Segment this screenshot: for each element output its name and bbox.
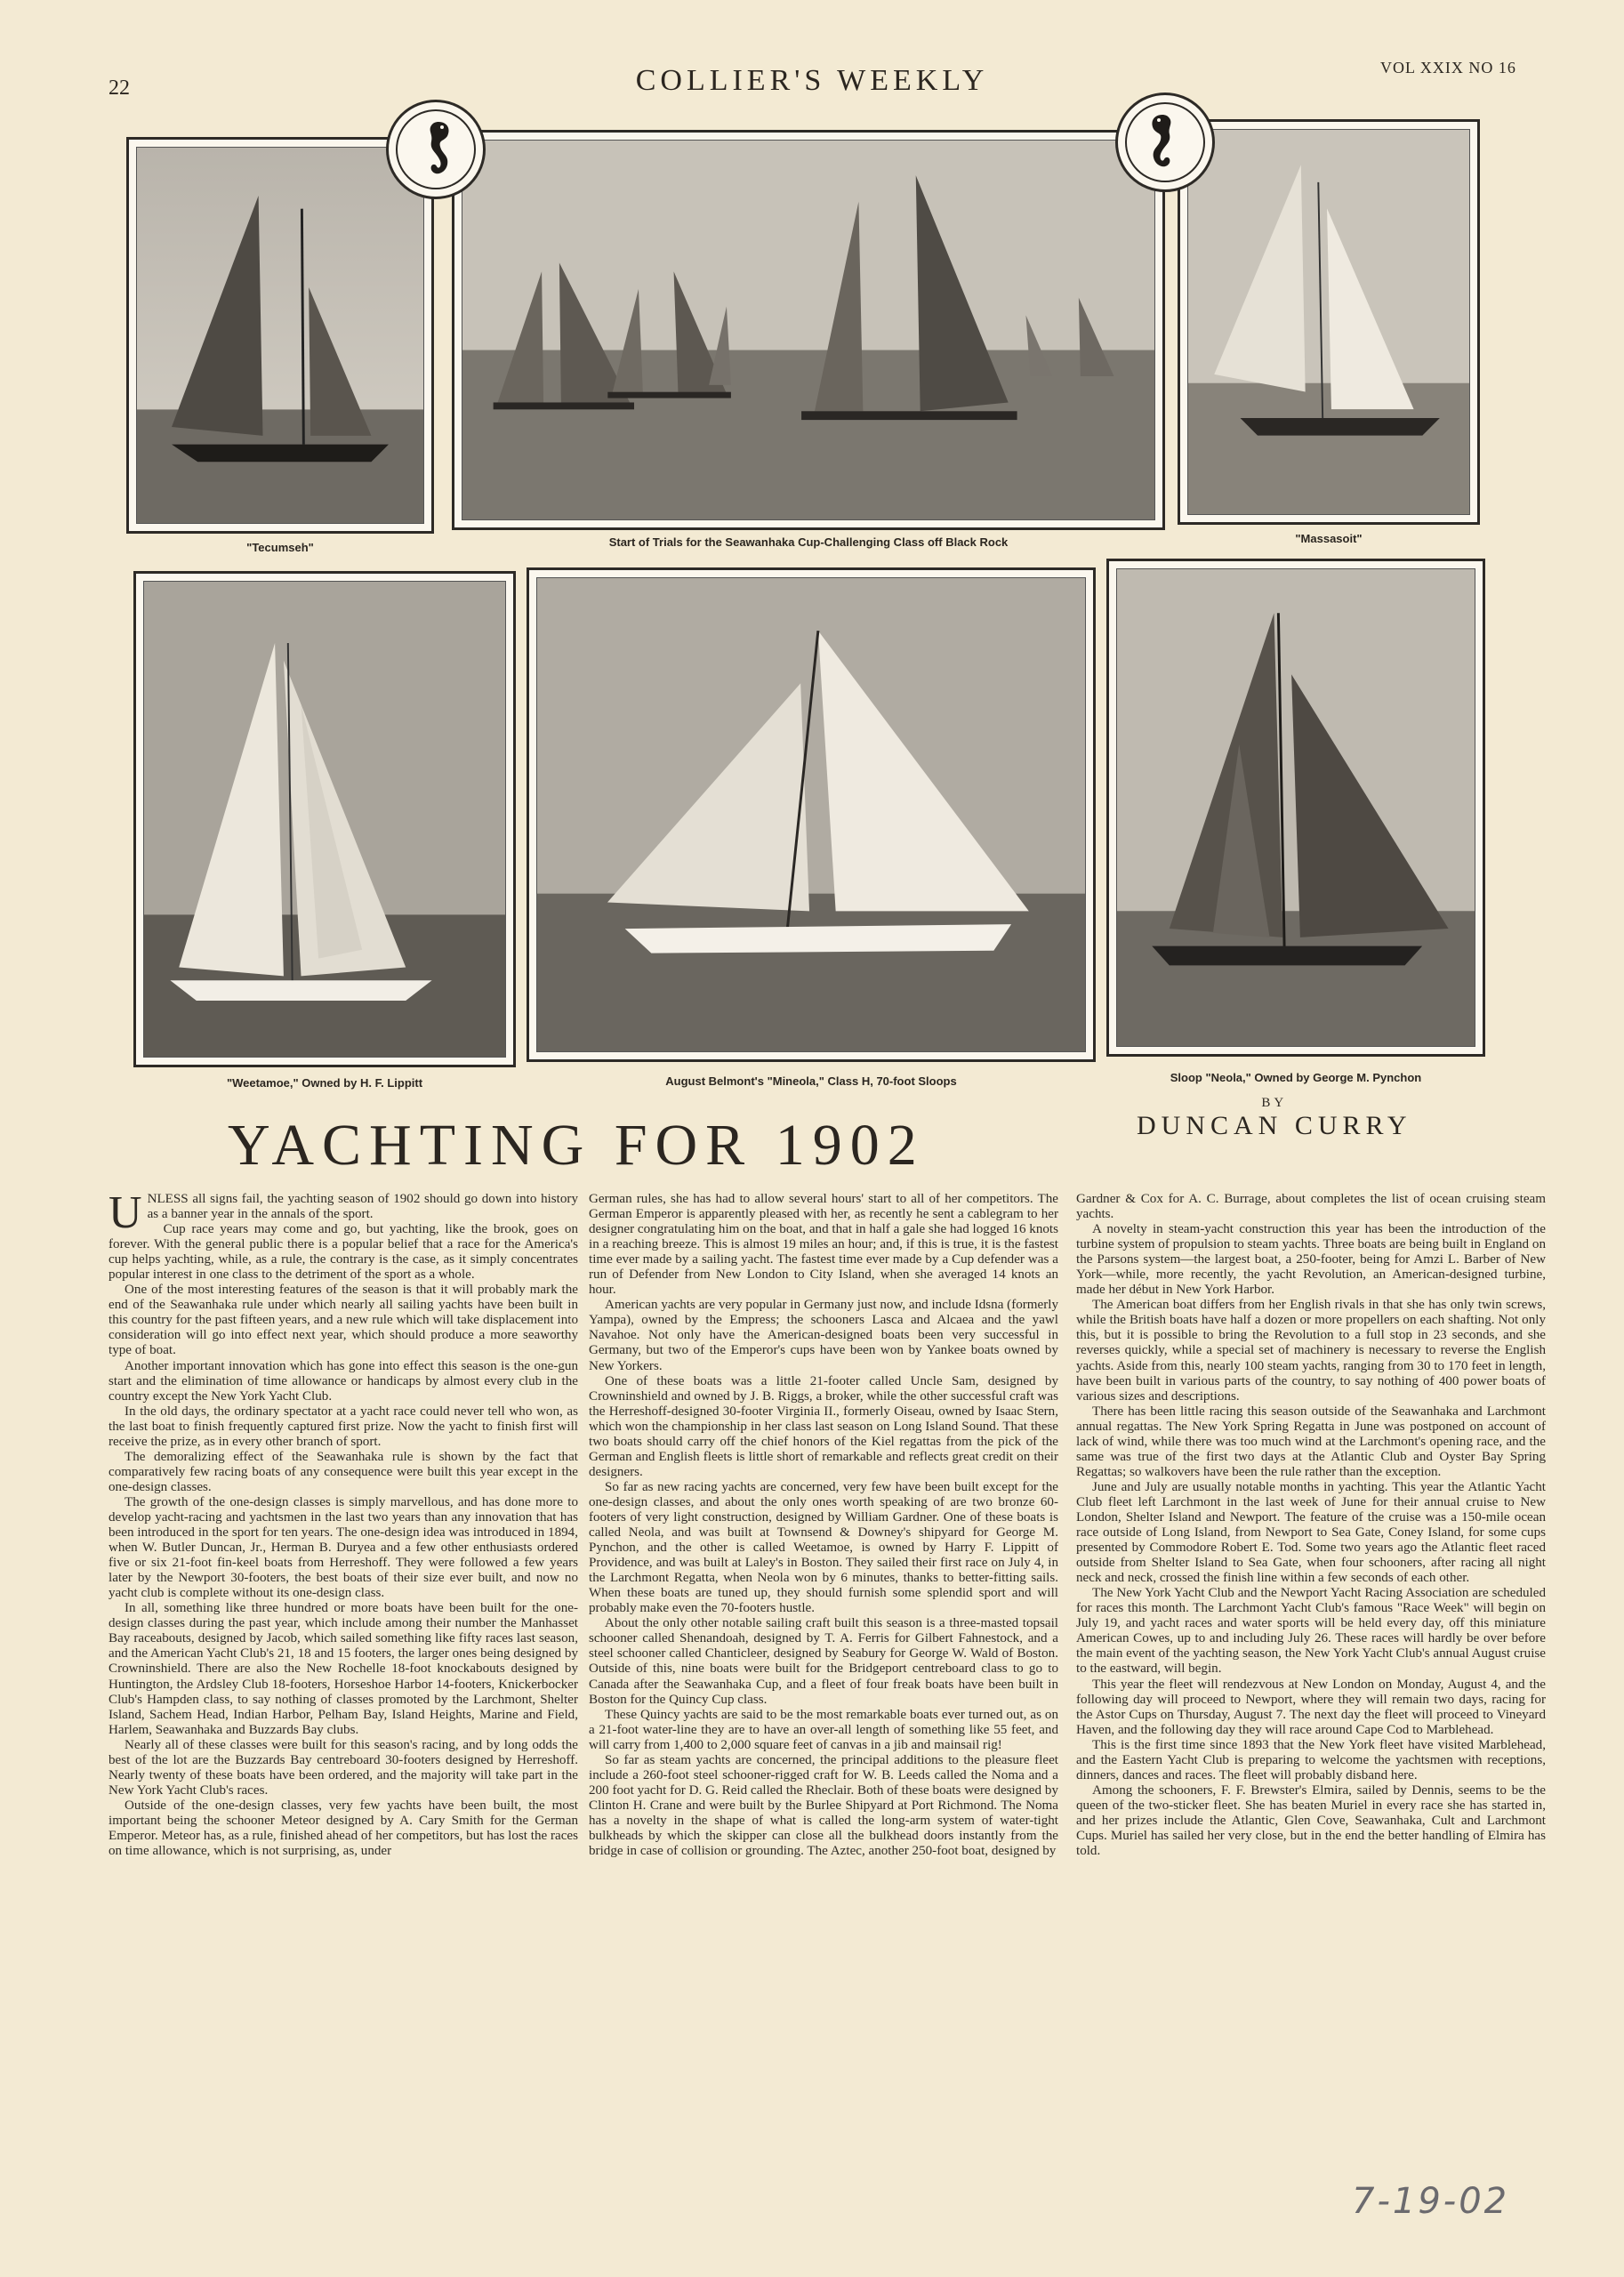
caption-massasoit: "Massasoit" [1295, 532, 1363, 545]
article-column-1 [109, 1192, 578, 2135]
drop-cap: U [109, 1192, 142, 1238]
article-paragraph: About the only other notable sailing craft built this season is a three-masted topsail schooner called Shenandoah, designed by T. A. Ferris for Gilbert Fahnestock, and a steel schooner called Chanticleer, designed by Seabury for George W. Wald of Boston. Outside of this, nine boats were built for the Bridgeport centreboard class to go to Canada after the Seawanhaka Cup, and a fleet of four freak boats have been built in Boston for the Quincy Cup class. [589, 1616, 1058, 1707]
photo-neola [1106, 559, 1485, 1057]
sailboat-photo [1188, 130, 1469, 514]
seahorse-icon [412, 117, 460, 184]
article-paragraph: The demoralizing effect of the Seawanhaka rule is shown by the fact that comparatively few racing boats of any consequence were built this year except in the one-design classes. [109, 1449, 578, 1494]
article-paragraph: These Quincy yachts are said to be the most remarkable boats ever turned out, as on a 21-foot water-line they are to have an over-all length of something like 55 feet, and will carry from 1,400 to 2,000 square feet of canvas in a jib and mainsail rig! [589, 1707, 1058, 1752]
article-column-3 [1076, 1192, 1546, 2135]
article-paragraph: One of the most interesting features of the season is that it will probably mark the end of the Seawanhaka rule under which nearly all sailing yachts have been built in this country for the past fifteen years, and a new rule which will take displacement into consideration will go into effect next year, which should produce a more seaworthy type of boat. [109, 1283, 578, 1358]
handwritten-date: 7-19-02 [1352, 2181, 1510, 2222]
seahorse-icon [1141, 109, 1189, 177]
article-paragraph: Nearly all of these classes were built for this season's racing, and by long odds the best of the lot are the Buzzards Bay centreboard 30-footers designed by Herreshoff. Nearly twenty of these boats have been ordered, and the majority will take part in the New York Yacht Club's races. [109, 1737, 578, 1798]
photo-seawanhaka-trials [452, 130, 1165, 530]
author-name: DUNCAN CURRY [1137, 1111, 1412, 1141]
article-paragraph: A novelty in steam-yacht construction this year has been the introduction of the turbine system of propulsion to steam yachts. Three boats are being built in England on the Parsons system—the largest boat, a 250-footer, being for Amzi L. Barber of New York—while, more recently, the yacht Revolution, an American-designed turbine, made her début in New York Harbor. [1076, 1222, 1546, 1298]
article-paragraph: So far as new racing yachts are concerned, very few have been built except for the one-design classes, and about the only ones worth speaking of are two bronze 60-footers of very light construction, designed by William Gardner. One of these boats is called Neola, and was built at Townsend & Downey's shipyard for George M. Pynchon, and the other is called Weetamoe, is owned by Harry F. Lippitt of Providence, and was built at Laley's in Boston. They sailed their first race on July 4, in the Larchmont Regatta, when Neola won by 6 minutes, thanks to better-fitting sails. When these boats are tuned up, they should furnish some splendid sport and will probably make even the 70-footers hustle. [589, 1479, 1058, 1616]
article-paragraph: One of these boats was a little 21-footer called Uncle Sam, designed by Crowninshield and owned by J. B. Riggs, a broker, while the other successful craft was the Herreshoff-designed 30-footer Virginia II., formerly Oiseau, owned by Isaac Stern, which won the championship in her class last season on Long Island Sound. That these two boats should carry off the chief honors of the Kiel regattas from the pick of the German and English fleets is little short of remarkable and reflects great credit on their designers. [589, 1373, 1058, 1479]
article-paragraph: Cup race years may come and go, but yachting, like the brook, goes on forever. With the general public there is a popular belief that a race for the America's cup helps yachting, while, as a rule, the contrary is the case, as it simply concentrates popular interest in one class to the detriment of the sport as a whole. [109, 1222, 578, 1283]
article-paragraph: Outside of the one-design classes, very few yachts have been built, the most important being the schooner Meteor designed by A. Cary Smith for the German Emperor. Meteor has, as a rule, finished ahead of her competitors, but has lost the races on time allowance, which is not surprising, as, under [109, 1798, 578, 1859]
article-paragraph: Gardner & Cox for A. C. Burrage, about completes the list of ocean cruising steam yachts. [1076, 1192, 1546, 1222]
caption-seawanhaka-trials: Start of Trials for the Seawanhaka Cup-Challenging Class off Black Rock [608, 535, 1009, 549]
sailboat-photo [1117, 569, 1475, 1046]
article-paragraph: Another important innovation which has gone into effect this season is the one-gun start and the elimination of time allowance or handicaps by almost every club in the country except the New York Yacht Club. [109, 1358, 578, 1404]
article-paragraph: June and July are usually notable months in yachting. This year the Atlantic Yacht Club fleet left Larchmont in the last week of June for their annual cruise to New London, Shelter Island and Newport. The feature of the cruise was a 150-mile ocean race outside of Long Island, from Newport to Sea Gate, Coney Island, for some cups presented by Commodore Robert E. Tod. Some two years ago the Atlantic fleet raced outside from Shelter Island to Sea Gate, when four schooners, after racing all night neck and neck, crossed the finish line within a few seconds of each other. [1076, 1479, 1546, 1586]
article-column-2 [589, 1192, 1058, 2135]
byline [1137, 1096, 1412, 1142]
medallion-left [386, 100, 486, 199]
article-paragraph: The growth of the one-design classes is simply marvellous, and has done more to develop yacht-racing and yachtsmen in the last two years than any innovation that has been introduced in the sport for ten years. The one-design idea was introduced in 1894, when W. Butler Duncan, Jr., Herman B. Duryea and a few other enthusiasts ordered five or six 21-foot fin-keel boats from Herreshoff. They were followed a few years later by the Newport 30-footers, the best boats of their size ever built, and now no yacht club is complete without its one-design class. [109, 1494, 578, 1601]
article-paragraph: UNLESS all signs fail, the yachting season of 1902 should go down into history as a banner year in the annals of the sport. [109, 1192, 578, 1238]
byline-by: BY [1261, 1096, 1288, 1110]
article-paragraph: This is the first time since 1893 that the New York fleet have visited Marblehead, and the Eastern Yacht Club is preparing to welcome the yachtsmen with receptions, dinners, dances and races. The fleet will probably disband here. [1076, 1737, 1546, 1782]
article-title: YACHTING FOR 1902 [228, 1113, 925, 1178]
caption-tecumseh: "Tecumseh" [246, 541, 314, 554]
photo-tecumseh [126, 137, 434, 534]
sailboat-photo [137, 148, 423, 523]
caption-weetamoe: "Weetamoe," Owned by H. F. Lippitt [226, 1076, 423, 1090]
article-paragraph: So far as steam yachts are concerned, the principal additions to the pleasure fleet include a 260-foot steel schooner-rigged craft for W. B. Leeds called the Noma and a 200 foot yacht for D. G. Reid called the Rheclair. Both of these boats were designed by Clinton H. Crane and were built by the Burlee Shipyard at Port Richmond. The Noma has a novelty in the shape of what is called the long-arm system of water-tight bulkheads by which the skipper can close all the bulkhead doors instantly from the bridge in case of collision or grounding. The Aztec, another 250-foot boat, designed by [589, 1752, 1058, 1859]
article-paragraph: American yachts are very popular in Germany just now, and include Idsna (formerly Yampa), owned by the Empress; the schooners Lasca and Alcaea and the yawl Navahoe. Not only have the American-designed boats been very successful in Germany, but two of the Emperor's cups have been won by Yankee boats owned by New Yorkers. [589, 1298, 1058, 1373]
article-paragraph: In the old days, the ordinary spectator at a yacht race could never tell who won, as the last boat to finish frequently captured first prize. Now the yacht to finish first will receive the prize, as in every other branch of sport. [109, 1404, 578, 1449]
masthead: COLLIER'S WEEKLY [635, 64, 989, 97]
volume-number: VOL XXIX NO 16 [1380, 59, 1516, 76]
photo-weetamoe [133, 571, 516, 1067]
article-paragraph: There has been little racing this season outside of the Seawanhaka and Larchmont annual regattas. The New York Spring Regatta in June was postponed on account of lack of wind, while there was too much wind at the Larchmont's opening race, and the same was true of the first two days at the Atlantic Club and Oyster Bay Spring Regattas; so walkovers have been the rule rather than the exception. [1076, 1404, 1546, 1479]
article-paragraph: The American boat differs from her English rivals in that she has only twin screws, while the British boats have half a dozen or more propellers on each shafting. Not only this, but it is possible to bring the Revolution to a full stop in 23 seconds, and she reverses quickly, while a special set of machinery is necessary to reverse the English yachts. Aside from this, nearly 100 steam yachts, ranging from 30 to 170 feet in length, have been built in various parts of the country, to say nothing of 400 power boats of various sizes and descriptions. [1076, 1298, 1546, 1404]
caption-mineola: August Belmont's "Mineola," Class H, 70-foot Sloops [665, 1074, 957, 1088]
caption-neola: Sloop "Neola," Owned by George M. Pynchon [1170, 1071, 1422, 1084]
sailboat-fleet-photo [462, 141, 1154, 519]
article-paragraph: The New York Yacht Club and the Newport Yacht Racing Association are scheduled for races this month. The Larchmont Yacht Club's famous "Race Week" will begin on July 19, and yacht races and water sports will be held every day, off this miniature American Cowes, up to and including July 26. These races will hardly be over before the main event of the yachting season, the New York Yacht Club's annual August cruise to the eastward, will begin. [1076, 1586, 1546, 1677]
sailboat-photo [537, 578, 1085, 1051]
article-paragraph: This year the fleet will rendezvous at New London on Monday, August 4, and the following day will proceed to Newport, where they will remain two days, racing for the Astor Cups on Thursday, August 7. The next day the fleet will proceed to Vineyard Haven, and the following day they will race around Cape Cod to Marblehead. [1076, 1677, 1546, 1737]
article-paragraph: Among the schooners, F. F. Brewster's Elmira, sailed by Dennis, seems to be the queen of the two-sticker fleet. She has beaten Muriel in every race she has started in, and her prizes include the Atlantic, Glen Cove, Seawanhaka, Cult and Larchmont Cups. Muriel has sailed her very close, but in the end the better handling of Elmira has told. [1076, 1782, 1546, 1859]
article-paragraph: German rules, she has had to allow several hours' start to all of her competitors. The German Emperor is apparently pleased with her, as recently he sent a cablegram to her designer congratulating him on the boat, and that in half a gale she had logged 16 knots in a reaching breeze. This is almost 19 miles an hour; and, if this is true, it is the fastest time ever made by a sailing yacht. The fastest time ever made by a Cup defender was a run of Defender from New London to City Island, when she averaged 14 knots an hour. [589, 1192, 1058, 1298]
photo-massasoit [1178, 119, 1480, 525]
page-number: 22 [109, 76, 130, 100]
medallion-right [1115, 93, 1215, 192]
article-paragraph: In all, something like three hundred or more boats have been built for the one-design classes during the past year, which include among their number the Manhasset Bay raceabouts, designed by Jacob, which sailed something like fifty races last season, and the American Yacht Club's 21, 18 and 15 footers, the larger ones being designed by Crowninshield. There are also the New Rochelle 18-foot knockabouts designed by Huntington, the Ardsley Club 18-footers, Horseshoe Harbor 14-footers, Knickerbocker Club's Hampden class, to say nothing of classes promoted by the Larchmont, Shelter Island, Sachem Head, Indian Harbor, Pelham Bay, Island Heights, Marine and Field, Harlem, Seawanhaka and Buzzards Bay clubs. [109, 1601, 578, 1737]
sailboat-photo [144, 582, 505, 1057]
photo-mineola [527, 567, 1096, 1062]
